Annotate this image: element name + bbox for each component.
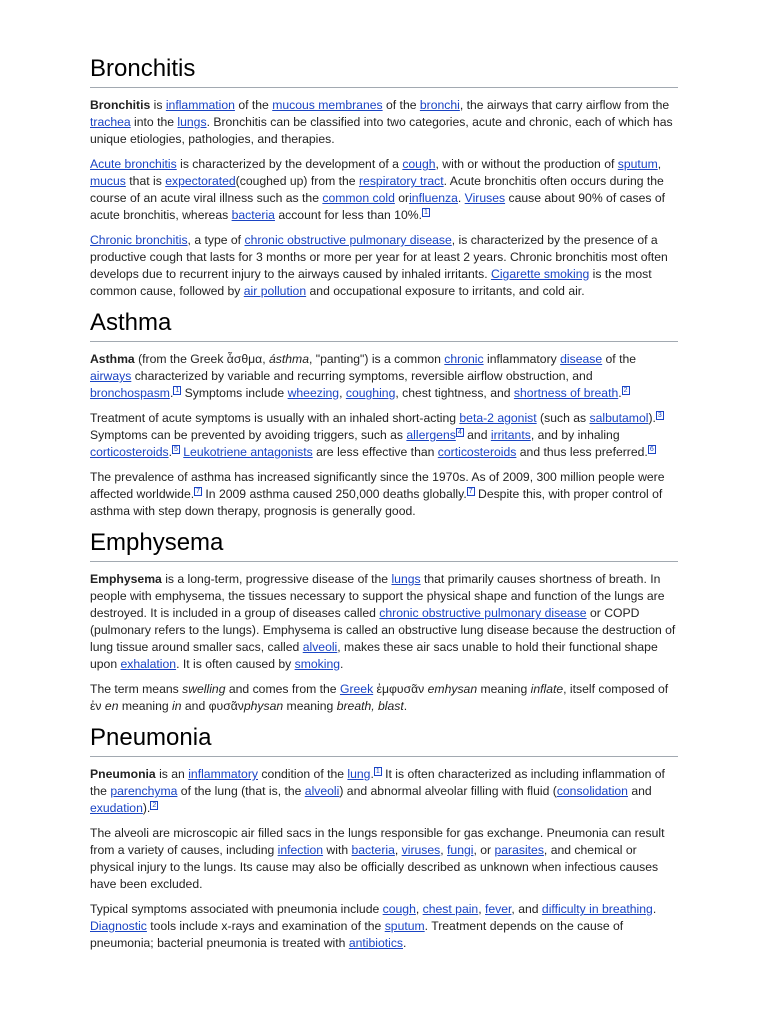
link-greek[interactable]: Greek <box>339 682 374 696</box>
link-cigarette-smoking[interactable]: Cigarette smoking <box>491 267 590 281</box>
text: . <box>168 445 172 459</box>
link-sputum[interactable]: sputum <box>617 157 658 171</box>
text: Symptoms can be prevented by avoiding triggers, such as <box>90 428 407 442</box>
text: into the <box>130 115 178 129</box>
paragraph <box>90 410 678 461</box>
text: . Treatment depends on the cause of pneumonia; bacterial pneumonia is treated with <box>90 919 624 950</box>
paragraph <box>90 156 678 224</box>
citation-ref[interactable]: 2 <box>152 801 157 809</box>
text: ). <box>648 411 656 425</box>
link-lungs[interactable]: lungs <box>391 572 421 586</box>
text: of the lung (that is, the <box>177 784 305 798</box>
text: or COPD (pulmonary refers to the lungs). Emphysema is called an obstructive lung disease because the destruction of lung tissue around smaller sacs, called <box>90 606 676 654</box>
text: that is <box>125 174 166 188</box>
link-chest-pain[interactable]: chest pain <box>422 902 479 916</box>
citation-ref[interactable]: 1 <box>423 208 428 216</box>
text: . Bronchitis can be classified into two categories, acute and chronic, each of which has unique etiologies, pathologies, and therapies. <box>90 115 673 146</box>
citation-ref[interactable]: 5 <box>173 445 178 453</box>
text: is an <box>155 767 189 781</box>
italic-text: inflate <box>530 682 564 696</box>
text: is <box>150 98 166 112</box>
text: . <box>457 191 465 205</box>
link-expectorated[interactable]: expectorated <box>165 174 236 188</box>
citation-ref[interactable]: 4 <box>457 428 462 436</box>
section-heading: Emphysema <box>90 528 678 562</box>
text: (such as <box>536 411 590 425</box>
text: , is characterized by the presence of a productive cough that lasts for 3 months or more per year for at least 2 years. Chronic bronchitis most often develops due to recurrent injury to the airways caused by inhaled irritants. <box>90 233 668 281</box>
link-bacteria[interactable]: bacteria <box>351 843 395 857</box>
paragraph <box>90 469 678 520</box>
link-consolidation[interactable]: consolidation <box>556 784 628 798</box>
text: and thus less preferred. <box>516 445 648 459</box>
section-pneumonia <box>90 723 678 952</box>
text: is characterized by the development of a <box>176 157 403 171</box>
text: and comes from the <box>225 682 340 696</box>
link-bronchi[interactable]: bronchi <box>419 98 460 112</box>
bold-term: Asthma <box>90 352 135 366</box>
text: In 2009 asthma caused 250,000 deaths globally. <box>202 487 467 501</box>
italic-text: in <box>172 699 182 713</box>
text: , chest tightness, and <box>395 386 514 400</box>
text: are less effective than <box>312 445 438 459</box>
text: Typical symptoms associated with pneumonia include <box>90 902 383 916</box>
text: and occupational exposure to irritants, and cold air. <box>306 284 585 298</box>
text: tools include x-rays and examination of the <box>146 919 385 933</box>
italic-text: swelling <box>182 682 226 696</box>
text: of the <box>602 352 637 366</box>
text: of the <box>382 98 420 112</box>
link-bronchospasm[interactable]: bronchospasm <box>90 386 170 400</box>
text: inflammatory <box>483 352 561 366</box>
citation-ref[interactable]: 6 <box>649 445 654 453</box>
link-bacteria[interactable]: bacteria <box>231 208 275 222</box>
link-disease[interactable]: disease <box>560 352 603 366</box>
link-wheezing[interactable]: wheezing <box>287 386 340 400</box>
citation-ref[interactable]: 7 <box>468 487 473 495</box>
text: Symptoms include <box>181 386 288 400</box>
text: ἐμφυσᾶν <box>373 682 428 696</box>
link-acute-bronchitis[interactable]: Acute bronchitis <box>90 157 177 171</box>
link-cough[interactable]: cough <box>402 157 436 171</box>
link-parenchyma[interactable]: parenchyma <box>110 784 178 798</box>
text: ) and abnormal alveolar filling with fluid ( <box>339 784 557 798</box>
citation-ref[interactable]: 7 <box>196 487 201 495</box>
text: . <box>652 902 657 916</box>
text: Despite this, with proper control of asthma with step down therapy, prognosis is generally good. <box>90 487 663 518</box>
link-sputum[interactable]: sputum <box>384 919 425 933</box>
link-chronic-obstructive-pulmonary-disease[interactable]: chronic obstructive pulmonary disease <box>244 233 452 247</box>
text: . It is often caused by <box>176 657 295 671</box>
text: account for less than 10%. <box>274 208 422 222</box>
section-emphysema <box>90 528 678 715</box>
text: , the airways that carry airflow from the <box>459 98 670 112</box>
text: , <box>339 386 346 400</box>
link-allergens[interactable]: allergens <box>406 428 456 442</box>
link-common-cold[interactable]: common cold <box>322 191 395 205</box>
paragraph <box>90 825 678 893</box>
italic-text: en <box>104 699 119 713</box>
text: . <box>340 657 344 671</box>
section-heading: Pneumonia <box>90 723 678 757</box>
paragraph <box>90 232 678 300</box>
italic-text: ásthma <box>269 352 309 366</box>
link-lung[interactable]: lung <box>347 767 371 781</box>
text: , makes these air sacs unable to hold their functional shape upon <box>90 640 658 671</box>
text: is a long-term, progressive disease of the <box>161 572 392 586</box>
link-alveoli[interactable]: alveoli <box>304 784 340 798</box>
text: The alveoli are microscopic air filled sacs in the lungs responsible for gas exchange. Pneumonia can result from a variety of causes, including <box>90 826 665 857</box>
link-diagnostic[interactable]: Diagnostic <box>90 919 147 933</box>
section-heading: Bronchitis <box>90 54 678 88</box>
link-infection[interactable]: infection <box>277 843 324 857</box>
text: , <box>415 902 423 916</box>
link-inflammatory[interactable]: inflammatory <box>188 767 258 781</box>
text: , and chemical or physical injury to the lungs. Its cause may also be officially described as unknown when infectious causes have been excluded. <box>90 843 659 891</box>
text: that primarily causes shortness of breath. In people with emphysema, the tissues necessary to support the physical shape and function of the lungs are destroyed. It is included in a group of diseases called <box>90 572 665 620</box>
italic-text: breath, blast <box>336 699 404 713</box>
text: , with or without the production of <box>435 157 618 171</box>
text: . <box>370 767 374 781</box>
text: , and <box>511 902 542 916</box>
text: . <box>403 699 408 713</box>
link-viruses[interactable]: Viruses <box>464 191 506 205</box>
text: , "panting") is a common <box>308 352 445 366</box>
text: and <box>627 784 652 798</box>
text: meaning <box>283 699 337 713</box>
section-bronchitis <box>90 54 678 300</box>
text: (from the Greek ἆσθμα, <box>134 352 269 366</box>
link-exhalation[interactable]: exhalation <box>120 657 177 671</box>
text: The prevalence of asthma has increased significantly since the 1970s. As of 2009, 300 million people were affected worldwide. <box>90 470 665 501</box>
text: Treatment of acute symptoms is usually with an inhaled short-acting <box>90 411 460 425</box>
bold-term: Bronchitis <box>90 98 151 112</box>
section-heading: Asthma <box>90 308 678 342</box>
citation-ref[interactable]: 3 <box>657 411 662 419</box>
text: is the most common cause, followed by <box>90 267 652 298</box>
paragraph <box>90 97 678 148</box>
text: , or <box>473 843 495 857</box>
text: or <box>394 191 410 205</box>
bold-term: Emphysema <box>90 572 162 586</box>
italic-text: emhysan <box>427 682 478 696</box>
section-asthma <box>90 308 678 520</box>
text: cause about 90% of cases of acute bronchitis, whereas <box>90 191 665 222</box>
paragraph <box>90 351 678 402</box>
link-airways[interactable]: airways <box>90 369 132 383</box>
text: It is often characterized as including inflammation of the <box>90 767 665 798</box>
link-leukotriene-antagonists[interactable]: Leukotriene antagonists <box>183 445 313 459</box>
text: meaning <box>477 682 531 696</box>
link-chronic-obstructive-pulmonary-disease[interactable]: chronic obstructive pulmonary disease <box>379 606 587 620</box>
text: , a type of <box>187 233 245 247</box>
text: and φυσᾶν <box>181 699 244 713</box>
text: , itself composed of ἐν <box>90 682 669 713</box>
link-mucus[interactable]: mucus <box>90 174 126 188</box>
paragraph <box>90 681 678 715</box>
text: (coughed up) from the <box>235 174 359 188</box>
text: . <box>169 386 174 400</box>
link-chronic-bronchitis[interactable]: Chronic bronchitis <box>90 233 188 247</box>
text: . Acute bronchitis often occurs during the course of an acute viral illness such as the <box>90 174 664 205</box>
link-shortness-of-breath[interactable]: shortness of breath <box>513 386 619 400</box>
text: . <box>403 936 407 950</box>
citation-ref[interactable]: 2 <box>623 386 628 394</box>
link-fungi[interactable]: fungi <box>447 843 474 857</box>
link-corticosteroids[interactable]: corticosteroids <box>437 445 517 459</box>
link-smoking[interactable]: smoking <box>294 657 341 671</box>
link-viruses[interactable]: viruses <box>401 843 441 857</box>
link-mucous-membranes[interactable]: mucous membranes <box>272 98 383 112</box>
text: , <box>478 902 485 916</box>
link-corticosteroids[interactable]: corticosteroids <box>90 445 169 459</box>
text: , <box>440 843 448 857</box>
link-air-pollution[interactable]: air pollution <box>243 284 307 298</box>
text: characterized by variable and recurring symptoms, reversible airflow obstruction, and <box>131 369 593 383</box>
link-inflammation[interactable]: inflammation <box>165 98 235 112</box>
link-difficulty-in-breathing[interactable]: difficulty in breathing <box>541 902 653 916</box>
paragraph <box>90 766 678 817</box>
link-salbutamol[interactable]: salbutamol <box>589 411 649 425</box>
link-trachea[interactable]: trachea <box>90 115 131 129</box>
text: and <box>463 428 491 442</box>
text: . <box>618 386 622 400</box>
text: with <box>323 843 352 857</box>
link-alveoli[interactable]: alveoli <box>302 640 338 654</box>
text: , and by inhaling <box>530 428 620 442</box>
text: , <box>394 843 402 857</box>
citation-ref[interactable]: 1 <box>175 386 180 394</box>
article <box>90 54 678 960</box>
link-exudation[interactable]: exudation <box>90 801 143 815</box>
text: of the <box>234 98 273 112</box>
citation-ref[interactable]: 1 <box>375 767 380 775</box>
link-beta-2-agonist[interactable]: beta-2 agonist <box>459 411 537 425</box>
link-coughing[interactable]: coughing <box>345 386 396 400</box>
text: The term means <box>90 682 183 696</box>
link-respiratory-tract[interactable]: respiratory tract <box>358 174 444 188</box>
link-irritants[interactable]: irritants <box>490 428 531 442</box>
italic-text: physan <box>243 699 284 713</box>
link-parasites[interactable]: parasites <box>494 843 544 857</box>
link-cough[interactable]: cough <box>382 902 416 916</box>
link-antibiotics[interactable]: antibiotics <box>348 936 404 950</box>
text: , <box>657 157 662 171</box>
paragraph <box>90 571 678 673</box>
text: condition of the <box>257 767 348 781</box>
bold-term: Pneumonia <box>90 767 156 781</box>
link-influenza[interactable]: influenza <box>409 191 458 205</box>
text: ). <box>142 801 151 815</box>
link-chronic[interactable]: chronic <box>444 352 484 366</box>
paragraph <box>90 901 678 952</box>
link-lungs[interactable]: lungs <box>177 115 207 129</box>
link-fever[interactable]: fever <box>485 902 512 916</box>
text: meaning <box>118 699 173 713</box>
